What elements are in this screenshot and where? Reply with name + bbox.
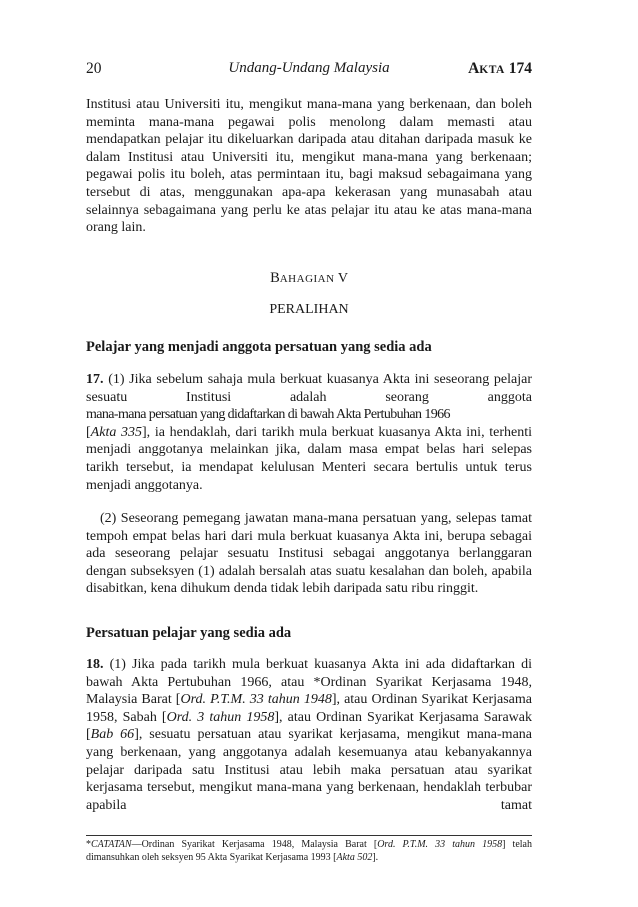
section-17-text-b: ], ia hendaklah, dari tarikh mula berkuat kuasanya Akta ini, terhenti menjadi anggotanya melainkan jika, dalam masa empat belas hari selepas tarikh tersebut, ia mendapat kelulusan Menteri secara bertulis untuk terus menjadi anggotanya.	[86, 424, 533, 493]
intro-paragraph: Institusi atau Universiti itu, mengikut mana-mana yang berkenaan, dan boleh meminta mana-mana pegawai polis menolong dalam memasti atau mendapatkan pelajar itu dikeluarkan daripada atau ditahan daripada masuk ke dalam Institusi atau Universiti itu, mengikut mana-mana yang berkenaan; pegawai polis itu boleh, atas permintaan itu, bagi maksud sebagaimana yang tersebut di atas, menggunakan apa-apa kekerasan yang munasabah atau selainnya sebagaimana yang perlu ke atas pelajar itu atau ke atas mana-mana orang lain.	[86, 97, 532, 236]
footnote	[86, 839, 532, 864]
section-18-text-2: ], atau Ordinan Syarikat Kerjasama 1958, Sabah [	[86, 692, 533, 725]
section-18-ref-1: Ord. P.T.M. 33 tahun 1948	[180, 692, 332, 708]
part-label-smallcaps: AHAGIAN	[279, 273, 335, 285]
section-18-ref-2: Ord. 3 tahun 1958	[166, 709, 275, 725]
section-17-text-a: (1) Jika sebelum sahaja mula berkuat kuasanya Akta ini seseorang pelajar sesuatu Institusi adalah seorang anggota	[86, 372, 533, 405]
section-18-ref-3: Bab 66	[90, 727, 135, 743]
part-title: PERALIHAN	[269, 302, 349, 317]
section-17-bracket: [	[86, 424, 91, 440]
running-header	[86, 60, 532, 82]
section-17-subsection-1	[86, 371, 532, 494]
footnote-ref-a: Ord. P.T.M. 33 tahun 1958	[377, 839, 503, 850]
footnote-text-a: —Ordinan Syarikat Kerjasama 1948, Malaysia Barat [	[131, 839, 378, 850]
section-18-text-1: (1) Jika pada tarikh mula berkuat kuasanya Akta ini ada didaftarkan di bawah Akta Pertubuhan 1966, atau *Ordinan Syarikat Kerjasama 1948, Malaysia Barat [	[86, 657, 533, 708]
section-17-text-condensed: mana-mana persatuan yang didaftarkan di bawah Akta Pertubuhan 1966	[86, 407, 450, 423]
footnote-label: CATATAN	[91, 839, 132, 850]
section-17-act-ref: Akta 335	[90, 424, 143, 440]
header-act-number	[468, 60, 532, 78]
act-prefix-smallcaps: KTA	[479, 64, 505, 76]
section-18-heading: Persatuan pelajar yang sedia ada	[86, 625, 292, 641]
footnote-mark: *	[86, 839, 91, 850]
footnote-ref-b: Akta 502	[336, 851, 373, 863]
section-18-number: 18.	[86, 657, 104, 672]
footnote-divider	[86, 835, 532, 836]
footnote-text-b: ] telah dimansuhkan oleh seksyen 95 Akta Syarikat Kerjasama 1993 [	[86, 839, 532, 863]
section-17-number: 17.	[86, 372, 104, 387]
section-18-text-3: ], atau Ordinan Syarikat Kerjasama Sarawak [	[86, 709, 532, 743]
section-17-heading: Pelajar yang menjadi anggota persatuan yang sedia ada	[86, 339, 432, 355]
page-number: 20	[86, 60, 102, 77]
section-18-subsection-1	[86, 656, 532, 814]
section-18-text-4: ], sesuatu persatuan atau syarikat kerjasama, mengikut mana-mana yang berkenaan, yang anggotanya adalah kesemuanya atau kebanyakannya pelajar daripada satu Institusi atau lebih maka persatuan atau syarikat kerjasama tersebut, mengikut mana-mana yang berkenaan, hendaklah terbubar apabila tamat	[86, 727, 532, 813]
header-title: Undang-Undang Malaysia	[228, 60, 390, 76]
part-number: V	[337, 271, 348, 286]
act-prefix-cap: A	[468, 60, 480, 77]
act-number: 174	[508, 60, 532, 77]
footnote-text-c: ].	[372, 851, 379, 863]
part-label	[86, 270, 532, 287]
section-17-subsection-2: (2) Seseorang pemegang jawatan mana-mana persatuan yang, selepas tamat tempoh empat belas hari dari mula berkuat kuasanya Akta ini, berupa sebagai ada seseorang pelajar sesuatu Institusi sebagai anggotanya berlanggaran dengan subseksyen (1) adalah bersalah atas suatu kesalahan dan boleh, apabila disabitkan, kena dihukum denda tidak lebih daripada satu ribu ringgit.	[86, 511, 532, 597]
part-label-cap: B	[270, 270, 280, 286]
